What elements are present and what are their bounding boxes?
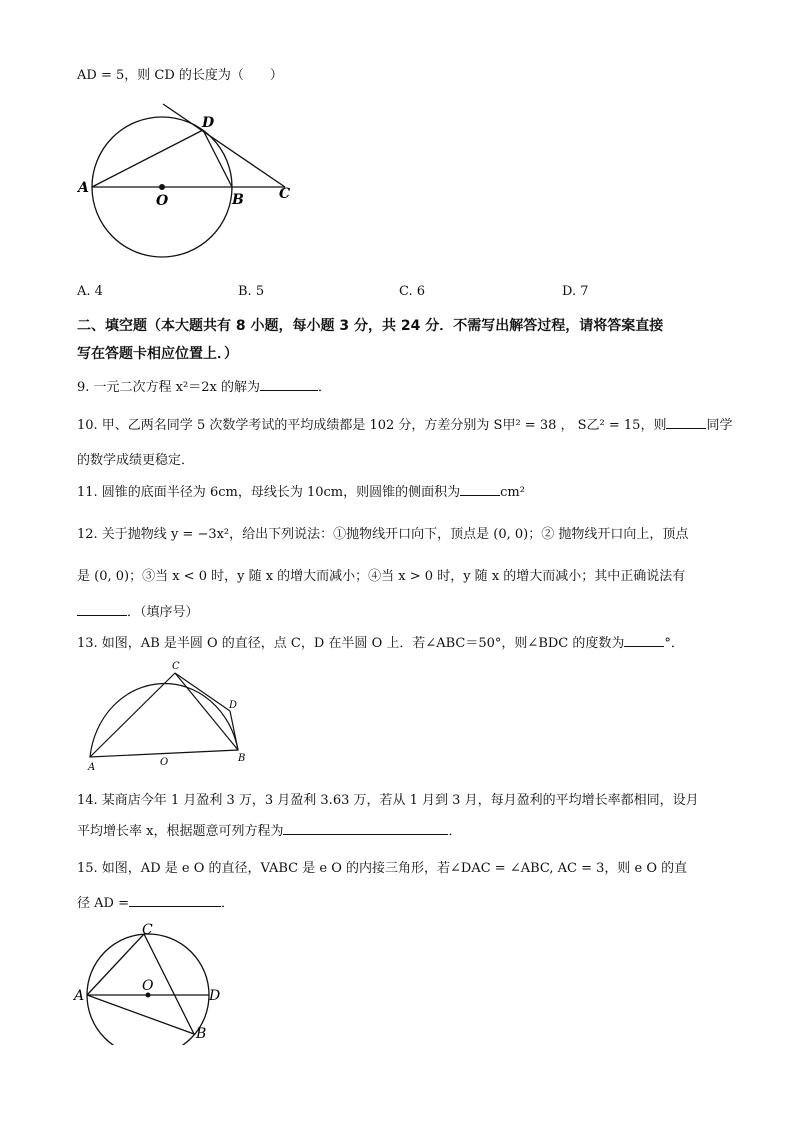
q8-label-O: O [156,193,169,209]
q13-text: 13. 如图，AB 是半圆 O 的直径，点 C，D 在半圆 O 上．若∠ABC＝50°，则∠BDC 的度数为 [77,636,625,651]
q14-question-line1: 14. 某商店今年 1 月盈利 3 万，3 月盈利 3.63 万，若从 1 月到 3 月，每月盈利的平均增长率都相同，设月 [77,793,699,808]
q8-label-B: B [232,192,244,208]
section2-heading-line1: 二、填空题（本大题共有 8 小题，每小题 3 分，共 24 分．不需写出解答过程，请将答案直接 [77,318,664,334]
q14-tail: ． [448,824,462,839]
q15-tail: ． [220,896,234,911]
q15-text: 径 AD = [77,896,129,911]
q13-label-O: O [160,757,169,768]
q15-label-A: A [74,988,85,1004]
q15-label-O: O [142,978,154,994]
q13-question [77,632,684,651]
q10-text: 10. 甲、乙两名同学 5 次数学考试的平均成绩都是 102 分，方差分别为 S甲² = 38 ， S乙² = 15，则 [77,418,667,433]
q15-label-D: D [209,988,221,1004]
q9-answer-blank[interactable] [260,378,318,391]
q9-question [77,376,331,395]
q14-question-line2 [77,820,461,839]
q13-tail: °． [664,636,684,651]
q15-answer-blank[interactable] [129,894,221,907]
q10-tail: 同学 [706,418,733,433]
q15-question-line2 [77,892,234,911]
q12-question-line2: 是 (0, 0)；③当 x < 0 时，y 随 x 的增大而减小；④当 x > 0 时，y 随 x 的增大而减小；其中正确说法有 [77,569,686,584]
q8-option-d: D. 7 [562,284,589,299]
q13-answer-blank[interactable] [624,634,664,647]
q8-stem-tail: AD = 5，则 CD 的长度为（ ） [77,68,283,83]
q11-answer-blank[interactable] [460,483,500,496]
q12-answer-blank[interactable] [77,603,127,616]
q11-text: 11. 圆锥的底面半径为 6cm，母线长为 10cm，则圆锥的侧面积为 [77,485,461,500]
q11-question [77,481,525,500]
q9-tail: ． [317,380,331,395]
q12-tail: ．（填序号） [127,605,199,620]
q8-label-A: A [78,180,89,196]
q9-text: 9. 一元二次方程 x²＝2x 的解为 [77,380,260,395]
q14-text: 平均增长率 x，根据题意可列方程为 [77,824,284,839]
q15-figure [72,920,232,1045]
q8-option-b: B. 5 [238,284,265,299]
q13-label-D: D [229,700,238,711]
q14-answer-blank[interactable] [283,822,448,835]
q8-figure [75,100,300,260]
q15-label-B: B [196,1026,207,1042]
q8-label-C: C [279,186,291,202]
q10-answer-blank[interactable] [666,416,706,429]
q12-question-line3 [77,601,199,620]
q12-question-line1: 12. 关于抛物线 y = −3x²，给出下列说法：①抛物线开口向下，顶点是 (0, 0)；② 抛物线开口向上，顶点 [77,527,689,542]
q11-unit: cm² [500,485,525,500]
q10-question-line1 [77,414,732,433]
q8-label-D: D [202,115,215,131]
q13-figure [82,658,252,773]
q8-option-a: A. 4 [77,284,103,299]
q13-label-C: C [172,661,180,672]
q15-label-C: C [142,922,153,938]
q13-label-A: A [88,762,96,773]
q15-question-line1: 15. 如图，AD 是 e O 的直径，VABC 是 e O 的内接三角形，若∠DAC = ∠ABC, AC = 3，则 e O 的直 [77,861,688,876]
section2-heading-line2: 写在答题卡相应位置上．） [77,346,238,362]
q10-question-line2: 的数学成绩更稳定． [77,453,195,468]
q13-label-B: B [238,753,246,764]
q8-option-c: C. 6 [399,284,426,299]
